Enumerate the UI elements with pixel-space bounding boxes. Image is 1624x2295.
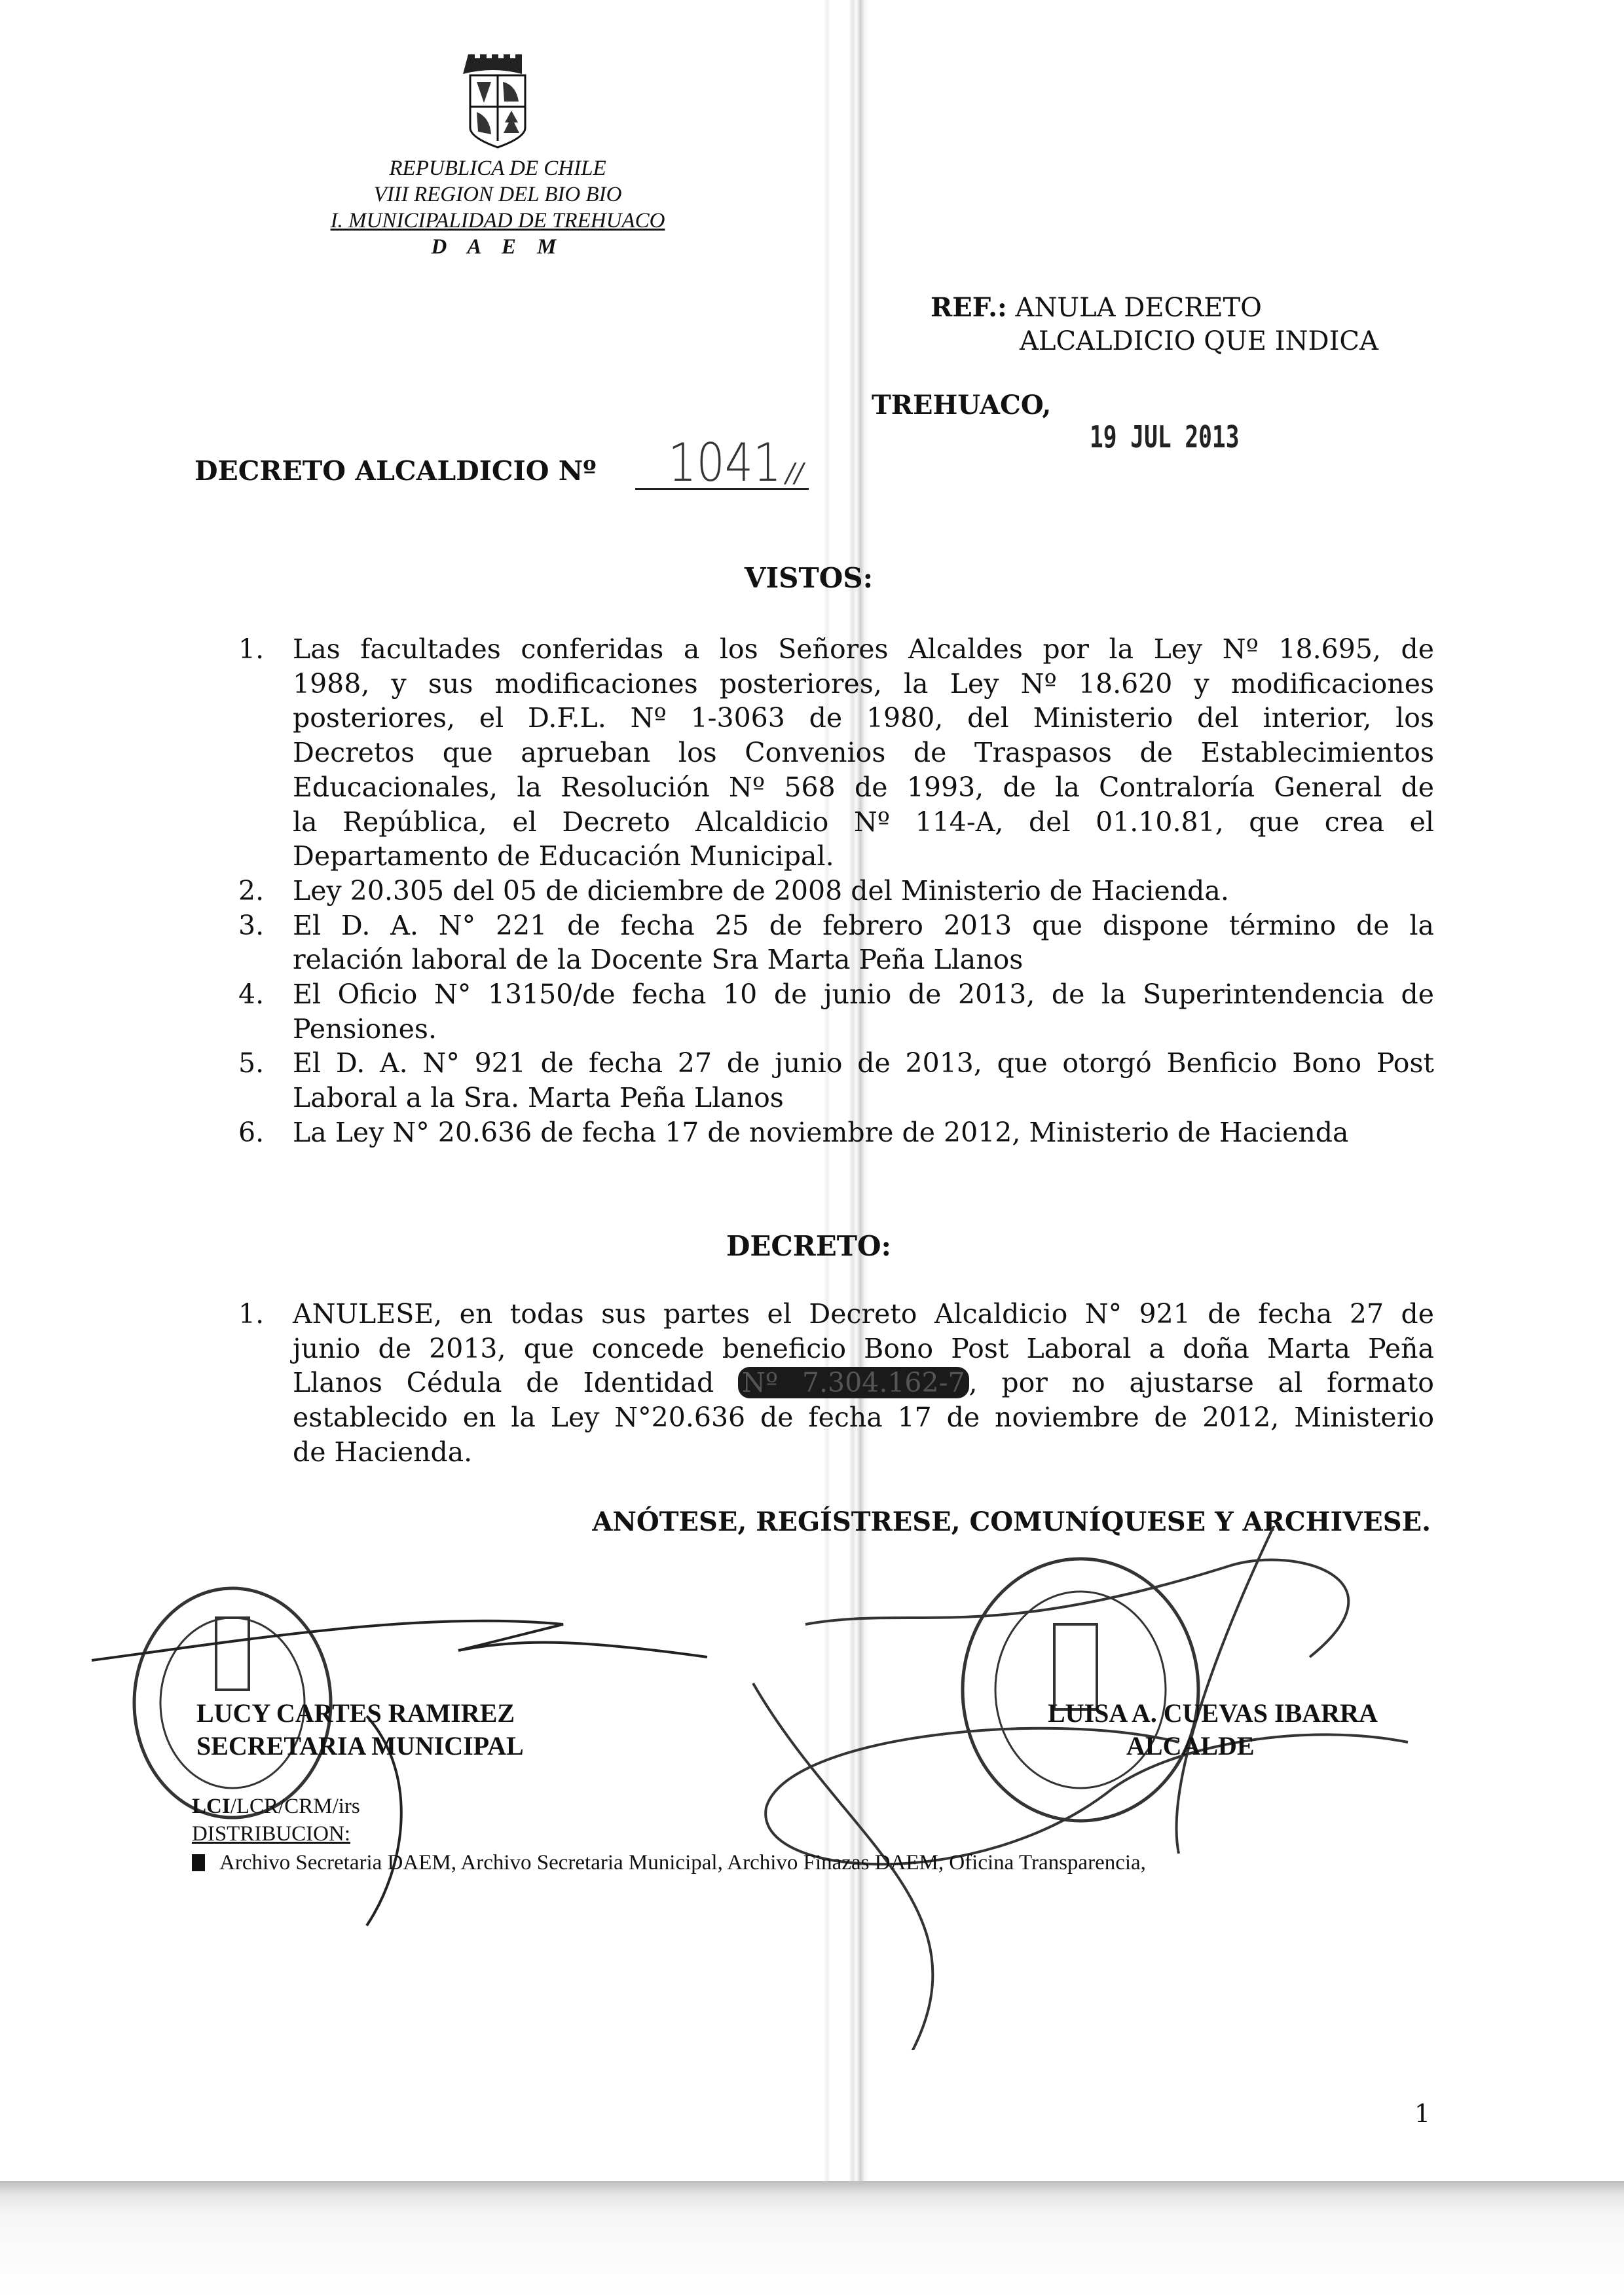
vistos-line: posteriores, el D.F.L. Nº 1-3063 de 1980, del Ministerio del interior, los xyxy=(293,702,1434,734)
vistos-line: Pensiones. xyxy=(293,1013,437,1045)
mayor-stamp xyxy=(963,1559,1198,1821)
redacted-id-number: Nº 7.304.162-7 xyxy=(738,1367,969,1398)
ref-block xyxy=(931,292,1262,323)
closing-formula: ANÓTESE, REGÍSTRESE, COMUNÍQUESE Y ARCHIVESE. xyxy=(592,1506,1431,1537)
decree-suffix: // xyxy=(786,458,803,489)
page-number: 1 xyxy=(1414,2099,1431,2128)
vistos-line: Departamento de Educación Municipal. xyxy=(293,840,834,872)
decreto-line: establecido en la Ley N°20.636 de fecha 17 de noviembre de 2012, Ministerio xyxy=(293,1402,1434,1434)
coat-of-arms-logo xyxy=(458,49,537,151)
decreto-line: de Hacienda. xyxy=(293,1436,473,1468)
scan-bottom-edge xyxy=(0,2181,1624,2295)
distribution-label: DISTRIBUCION: xyxy=(192,1822,351,1846)
ref-line2: ALCALDICIO QUE INDICA xyxy=(1020,326,1378,356)
decreto-heading: DECRETO: xyxy=(726,1230,892,1262)
header-municipality: I. MUNICIPALIDAD DE TREHUACO xyxy=(330,209,665,233)
vistos-item xyxy=(238,1046,1434,1115)
vistos-heading: VISTOS: xyxy=(744,562,874,594)
decree-number-handwritten: 1041 xyxy=(668,432,782,493)
decreto-line: ANULESE, en todas sus partes el Decreto Alcaldicio N° 921 de fecha 27 de xyxy=(293,1298,1434,1330)
ref-label: REF.: xyxy=(931,292,1007,323)
secretary-signature xyxy=(92,1621,707,1926)
vistos-line: Educacionales, la Resolución Nº 568 de 1993, de la Contraloría General de xyxy=(293,771,1434,803)
vistos-line: Laboral a la Sra. Marta Peña Llanos xyxy=(293,1082,784,1114)
vistos-line: la República, el Decreto Alcaldicio Nº 114-A, del 01.10.81, que crea el xyxy=(293,806,1434,838)
vistos-line: La Ley N° 20.636 de fecha 17 de noviembre de 2012, Ministerio de Hacienda xyxy=(293,1116,1349,1148)
initials xyxy=(192,1795,360,1819)
mayor-title: ALCALDE xyxy=(1126,1731,1255,1761)
distribution-text: Archivo Secretaria DAEM, Archivo Secretaria Municipal, Archivo Finazas DAEM, Oficina Transparencia, xyxy=(219,1851,1146,1875)
header-region: VIII REGION DEL BIO BIO xyxy=(373,183,622,206)
decreto-text: Llanos Cédula de Identidad xyxy=(293,1367,714,1399)
stamps-and-signatures xyxy=(0,1526,1624,2050)
place: TREHUACO, xyxy=(872,390,1052,420)
vistos-item xyxy=(238,908,1434,977)
decreto-line xyxy=(293,1366,1434,1400)
vistos-line: Las facultades conferidas a los Señores Alcaldes por la Ley Nº 18.695, de xyxy=(293,633,1434,665)
initials-bold: LCI xyxy=(192,1795,231,1818)
ref-line1: ANULA DECRETO xyxy=(1015,293,1262,323)
header-republic: REPUBLICA DE CHILE xyxy=(389,157,606,180)
vistos-item xyxy=(238,977,1434,1046)
vistos-item xyxy=(238,1115,1434,1150)
vistos-line: Ley 20.305 del 05 de diciembre de 2008 del Ministerio de Hacienda. xyxy=(293,874,1229,906)
vistos-line: El D. A. N° 221 de fecha 25 de febrero 2013 que dispone término de la xyxy=(293,909,1434,941)
item-number: 4. xyxy=(238,979,265,1010)
item-number: 6. xyxy=(238,1116,265,1148)
distribution-list xyxy=(192,1851,1146,1875)
item-number: 3. xyxy=(238,909,265,941)
secretary-name: LUCY CARTES RAMIREZ xyxy=(196,1698,515,1728)
vistos-line: Decretos que aprueban los Convenios de Traspasos de Establecimientos xyxy=(293,737,1434,769)
vistos-line: 1988, y sus modificaciones posteriores, la Ley Nº 18.620 y modificaciones xyxy=(293,667,1434,700)
vistos-item xyxy=(238,874,1434,908)
item-number: 2. xyxy=(238,874,265,906)
mayor-name: LUISA A. CUEVAS IBARRA xyxy=(1048,1698,1378,1728)
vistos-item xyxy=(238,632,1434,874)
item-number: 1. xyxy=(238,633,265,665)
date-stamp: 19 JUL 2013 xyxy=(1090,419,1240,455)
bullet-square-icon xyxy=(192,1854,205,1871)
decreto-text: , por no ajustarse al formato xyxy=(969,1367,1434,1399)
decreto-line: junio de 2013, que concede beneficio Bono Post Laboral a doña Marta Peña xyxy=(293,1332,1434,1364)
header-daem: D A E M xyxy=(431,235,564,259)
secretary-title: SECRETARIA MUNICIPAL xyxy=(196,1731,524,1761)
vistos-line: relación laboral de la Docente Sra Marta Peña Llanos xyxy=(293,944,1024,976)
vistos-line: El Oficio N° 13150/de fecha 10 de junio de 2013, de la Superintendencia de xyxy=(293,979,1434,1010)
decree-label: DECRETO ALCALDICIO Nº xyxy=(194,455,597,487)
decreto-item xyxy=(238,1297,1434,1470)
item-number: 5. xyxy=(238,1047,265,1079)
vistos-line: El D. A. N° 921 de fecha 27 de junio de 2013, que otorgó Benficio Bono Post xyxy=(293,1047,1434,1079)
initials-rest: /LCR/CRM/irs xyxy=(230,1795,360,1818)
item-number: 1. xyxy=(238,1298,265,1330)
